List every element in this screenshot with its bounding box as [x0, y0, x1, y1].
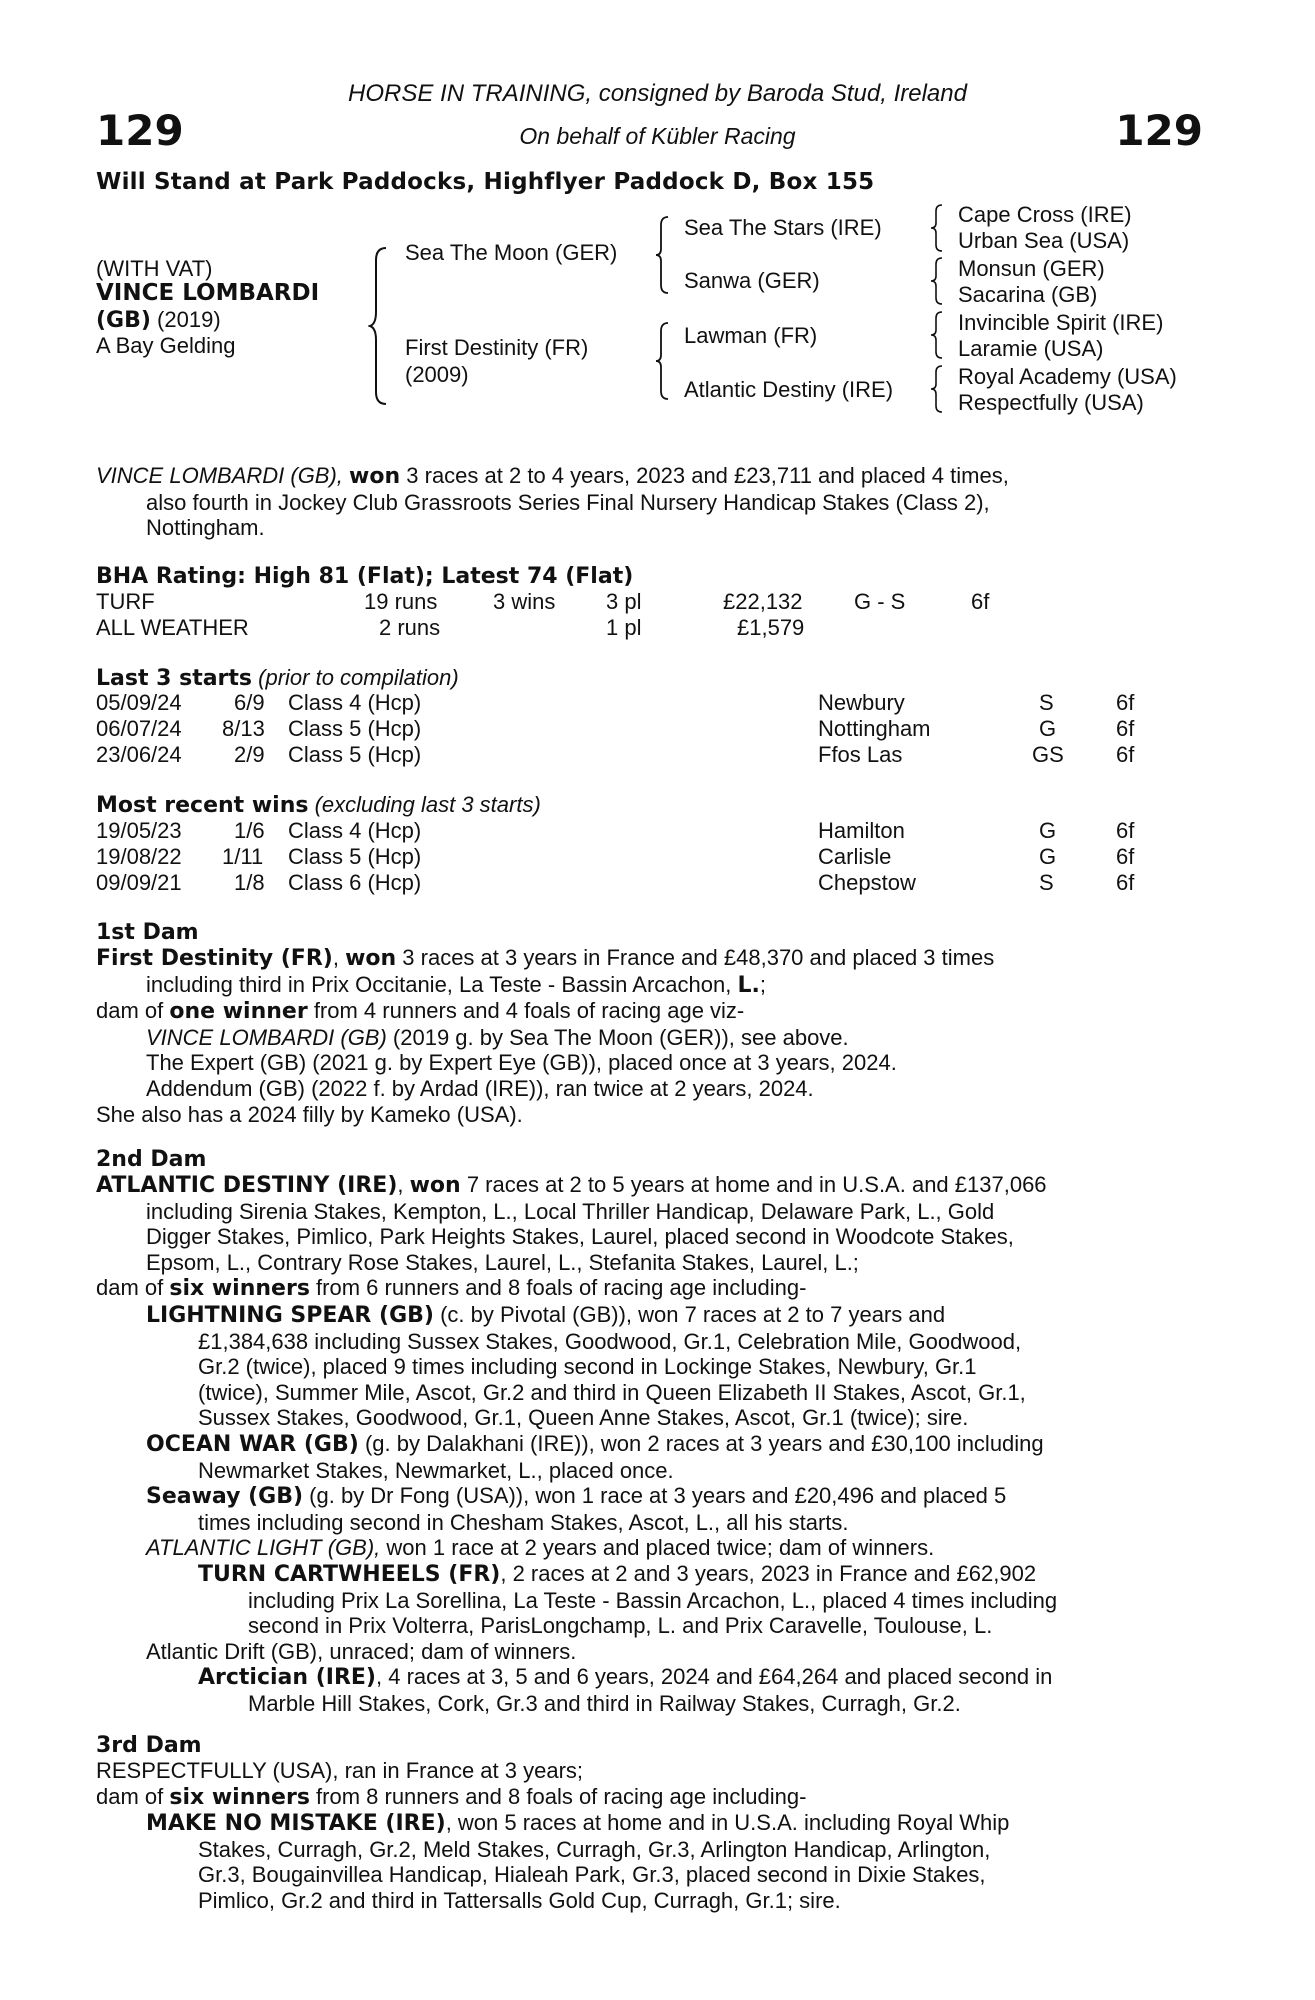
progeny-note: She also has a 2024 filly by Kameko (USA). — [96, 1101, 523, 1127]
horse-year: (2019) — [150, 307, 221, 332]
turn-cartwheels-name: TURN CARTWHEELS (FR) — [198, 1561, 501, 1587]
row-position: 6/9 — [234, 690, 265, 715]
dam1-won: won — [345, 946, 397, 971]
row-distance: 6f — [1116, 716, 1135, 741]
dam1-winners: one winner — [169, 999, 308, 1025]
dam1-name: First Destinity (FR) — [96, 946, 333, 971]
arctician-text-1: , 4 races at 3, 5 and 6 years, 2024 and £64,264 and placed second in — [376, 1664, 1053, 1690]
row-date: 09/09/21 — [96, 870, 182, 895]
row-position: 1/11 — [222, 844, 264, 869]
dam2-text-1: 7 races at 2 to 5 years at home and in U.S.A. and £137,066 — [460, 1172, 1047, 1197]
dam-dam: Atlantic Destiny (IRE) — [684, 377, 894, 402]
last3-row — [96, 690, 1204, 716]
dam-sire: Lawman (FR) — [684, 323, 818, 348]
dam2-winners: six winners — [169, 1276, 310, 1302]
row-going: G — [1039, 818, 1057, 843]
turn-cartwheels-text-2: including Prix La Sorellina, La Teste - Bassin Arcachon, L., placed 4 times including — [248, 1587, 1058, 1613]
dam2-text-5: dam of — [96, 1275, 170, 1301]
summary-text-1: 3 races at 2 to 4 years, 2023 and £23,711 and placed 4 times, — [400, 463, 1009, 488]
last3-row — [96, 742, 1204, 768]
dam3-heading: 3rd Dam — [96, 1733, 202, 1758]
row-class: Class 5 (Hcp) — [288, 716, 422, 741]
row-going: GS — [1032, 742, 1064, 767]
row-position: 1/8 — [234, 870, 265, 895]
row-distance: 6f — [1116, 690, 1135, 715]
lot-number-left: 129 — [96, 106, 184, 155]
rating-runs: 2 runs — [379, 615, 441, 640]
summary-text-3: Nottingham. — [146, 515, 265, 541]
ggs-4: Sacarina (GB) — [958, 282, 1098, 307]
row-date: 19/08/22 — [96, 844, 182, 869]
arctician-name: Arctician (IRE) — [198, 1665, 376, 1691]
dam2-text-3: Digger Stakes, Pimlico, Park Heights Stakes, Laurel, placed second in Woodcote Stakes, — [146, 1224, 1014, 1250]
atlantic-light-text: won 1 race at 2 years and placed twice; dam of winners. — [380, 1535, 935, 1561]
seaway-text-1: (g. by Dr Fong (USA)), won 1 race at 3 years and £20,496 and placed 5 — [303, 1483, 1007, 1509]
seaway-text-2: times including second in Chesham Stakes, Ascot, L., all his starts. — [198, 1509, 849, 1535]
row-position: 1/6 — [234, 818, 265, 843]
row-course: Newbury — [818, 690, 905, 715]
progeny-2: The Expert (GB) (2021 g. by Expert Eye (GB)), placed once at 3 years, 2024. — [146, 1050, 897, 1076]
lightning-spear-text-3: Gr.2 (twice), placed 9 times including second in Lockinge Stakes, Newbury, Gr.1 — [198, 1354, 977, 1380]
ocean-war-text-2: Newmarket Stakes, Newmarket, L., placed once. — [198, 1457, 674, 1483]
horse-country-year — [96, 307, 221, 334]
brace-ds — [930, 310, 944, 360]
dam1-paragraph: First Destinity (FR), won 3 races at 3 years in France and £48,370 and placed 3 times including third in Prix Occitanie, La Teste - Bassin Arcachon, L.; dam of one winner from 4 runners and 4 foals of racing age viz- VINCE LOMBARDI (GB) (2019 g. by Sea The Moon (GER)), see above. The Expert (GB) (2021 g. by Expert Eye (GB)), placed once at 3 years, 2024. Addendum (GB) (2022 f. by Ardad (IRE)), ran twice at 2 years, 2024. She also has a 2024 filly by Kameko (USA). — [96, 945, 1204, 1127]
ggs-2: Urban Sea (USA) — [958, 228, 1130, 253]
row-date: 19/05/23 — [96, 818, 182, 843]
dam1-text-3-end: from 4 runners and 4 foals of racing age viz- — [307, 998, 745, 1024]
rating-pl: 3 pl — [606, 589, 642, 614]
dam2-paragraph: ATLANTIC DESTINY (IRE), won 7 races at 2 to 5 years at home and in U.S.A. and £137,066 including Sirenia Stakes, Kempton, L., Local Thriller Handicap, Delaware Park, L., Gold Digger Stakes, Pimlico, Park Heights Stakes, Laurel, placed second in Woodcote Stakes, Epsom, L., Contrary Rose Stakes, Laurel, L., Stefanita Stakes, Laurel, L.; dam of six winners from 6 runners and 8 foals of racing age including- LIGHTNING SPEAR (GB) (c. by Pivotal (GB)), won 7 races at 2 to 7 years and £1,384,638 including Sussex Stakes, Goodwood, Gr.1, Celebration Mile, Goodwood, Gr.2 (twice), placed 9 times including second in Lockinge Stakes, Newbury, Gr.1 (twice), Summer Mile, Ascot, Gr.2 and third in Queen Elizabeth II Stakes, Ascot, Gr.1, Sussex Stakes, Goodwood, Gr.1, Queen Anne Stakes, Ascot, Gr.1 (twice); sire. OCEAN WAR (GB) (g. by Dalakhani (IRE)), won 2 races at 3 years and £30,100 including Newmarket Stakes, Newmarket, L., placed once. Seaway (GB) (g. by Dr Fong (USA)), won 1 race at 3 years and £20,496 and placed 5 times including second in Chesham Stakes, Ascot, L., all his starts. ATLANTIC LIGHT (GB), won 1 race at 2 years and placed twice; dam of winners. TURN CARTWHEELS (FR), 2 races at 2 and 3 years, 2023 in France and £62,902 including Prix La Sorellina, La Teste - Bassin Arcachon, L., placed 4 times including second in Prix Volterra, ParisLongchamp, L. and Prix Caravelle, Toulouse, L. Atlantic Drift (GB), unraced; dam of winners. Arctician (IRE), 4 races at 3, 5 and 6 years, 2024 and £64,264 and placed second in Marble Hill Stakes, Cork, Gr.3 and third in Railway Stakes, Curragh, Gr.2. — [96, 1172, 1204, 1716]
dam1-text-2-end: ; — [759, 971, 766, 997]
row-class: Class 5 (Hcp) — [288, 742, 422, 767]
make-no-mistake-text-1: , won 5 races at home and in U.S.A. including Royal Whip — [445, 1810, 1010, 1836]
atlantic-light-name: ATLANTIC LIGHT (GB), — [146, 1535, 381, 1561]
ocean-war-text-1: (g. by Dalakhani (IRE)), won 2 races at 3 years and £30,100 including — [358, 1430, 1044, 1456]
summary-text-2: also fourth in Jockey Club Grassroots Series Final Nursery Handicap Stakes (Class 2), — [146, 489, 990, 515]
horse-name: VINCE LOMBARDI — [96, 280, 320, 306]
last3-note: (prior to compilation) — [252, 665, 459, 690]
dam3-text-2: dam of — [96, 1783, 170, 1809]
brace-sd — [930, 256, 944, 306]
dam3-paragraph — [96, 1758, 1204, 1914]
make-no-mistake-name: MAKE NO MISTAKE (IRE) — [146, 1811, 446, 1837]
row-class: Class 4 (Hcp) — [288, 690, 422, 715]
sire-sire: Sea The Stars (IRE) — [684, 215, 882, 240]
dam1-text-2: including third in Prix Occitanie, La Teste - Bassin Arcachon, — [146, 971, 738, 997]
lightning-spear-name: LIGHTNING SPEAR (GB) — [146, 1302, 434, 1328]
atlantic-drift: Atlantic Drift (GB), unraced; dam of winners. — [146, 1638, 577, 1664]
pedigree-brace-large — [368, 246, 390, 406]
last3-row — [96, 716, 1204, 742]
rating-surface: ALL WEATHER — [96, 615, 249, 640]
ggs-3: Monsun (GER) — [958, 256, 1105, 281]
row-distance: 6f — [1116, 818, 1135, 843]
rating-pl: 1 pl — [606, 615, 642, 640]
lightning-spear-text-4: (twice), Summer Mile, Ascot, Gr.2 and third in Queen Elizabeth II Stakes, Ascot, Gr.1, — [198, 1379, 1026, 1405]
header-line-1: HORSE IN TRAINING, consigned by Baroda Stud, Ireland — [348, 80, 967, 107]
arctician-text-2: Marble Hill Stakes, Cork, Gr.3 and third in Railway Stakes, Curragh, Gr.2. — [248, 1690, 961, 1716]
wins-heading: Most recent wins — [96, 793, 309, 818]
dam-brace — [654, 321, 670, 401]
summary-paragraph — [96, 463, 1204, 541]
summary-won: won — [349, 464, 401, 489]
dam3-text-2-end: from 8 runners and 8 foals of racing age including- — [309, 1783, 807, 1809]
make-no-mistake-text-2: Stakes, Curragh, Gr.2, Meld Stakes, Curragh, Gr.3, Arlington Handicap, Arlington, — [198, 1836, 991, 1862]
row-distance: 6f — [1116, 742, 1135, 767]
sire-dam: Sanwa (GER) — [684, 268, 820, 293]
wins-row — [96, 844, 1204, 870]
dam1-heading: 1st Dam — [96, 920, 199, 945]
progeny-1-text: (2019 g. by Sea The Moon (GER)), see above. — [386, 1024, 849, 1050]
row-course: Ffos Las — [818, 742, 903, 767]
brace-dd — [930, 364, 944, 414]
progeny-3: Addendum (GB) (2022 f. by Ardad (IRE)), ran twice at 2 years, 2024. — [146, 1075, 814, 1101]
ggs-6: Laramie (USA) — [958, 336, 1104, 361]
dam3-winners: six winners — [169, 1784, 310, 1810]
row-going: G — [1039, 844, 1057, 869]
seaway-name: Seaway (GB) — [146, 1484, 304, 1510]
wins-row — [96, 818, 1204, 844]
row-course: Hamilton — [818, 818, 905, 843]
wins-heading-line — [96, 792, 541, 819]
rating-heading: BHA Rating: High 81 (Flat); Latest 74 (Flat) — [96, 564, 634, 589]
row-class: Class 5 (Hcp) — [288, 844, 422, 869]
rating-row — [96, 589, 1204, 615]
lot-number-right: 129 — [1115, 106, 1203, 155]
row-date: 05/09/24 — [96, 690, 182, 715]
row-class: Class 6 (Hcp) — [288, 870, 422, 895]
dam2-heading: 2nd Dam — [96, 1147, 207, 1172]
row-date: 23/06/24 — [96, 742, 182, 767]
dam-name: First Destinity (FR) — [405, 335, 589, 360]
row-date: 06/07/24 — [96, 716, 182, 741]
rating-wins: 3 wins — [493, 589, 556, 614]
dam1-text-3: dam of — [96, 998, 170, 1024]
ggs-5: Invincible Spirit (IRE) — [958, 310, 1164, 335]
lightning-spear-text-5: Sussex Stakes, Goodwood, Gr.1, Queen Anne Stakes, Ascot, Gr.1 (twice); sire. — [198, 1405, 969, 1431]
header-line-2: On behalf of Kübler Racing — [519, 123, 796, 149]
dam2-name: ATLANTIC DESTINY (IRE) — [96, 1173, 398, 1198]
ocean-war-name: OCEAN WAR (GB) — [146, 1431, 359, 1457]
row-position: 8/13 — [222, 716, 265, 741]
vat-label: (WITH VAT) — [96, 256, 213, 281]
dam-year: (2009) — [405, 362, 469, 387]
lightning-spear-text-1: (c. by Pivotal (GB)), won 7 races at 2 to 7 years and — [433, 1301, 946, 1327]
progeny-1-name: VINCE LOMBARDI (GB) — [146, 1024, 387, 1050]
dam3-text-1: RESPECTFULLY (USA), ran in France at 3 years; — [96, 1758, 584, 1783]
wins-note: (excluding last 3 starts) — [308, 792, 541, 817]
row-position: 2/9 — [234, 742, 265, 767]
sire-name: Sea The Moon (GER) — [405, 240, 618, 265]
wins-row — [96, 870, 1204, 896]
dam1-text-1: 3 races at 3 years in France and £48,370 and placed 3 times — [396, 945, 995, 970]
horse-country: (GB) — [96, 308, 151, 333]
row-distance: 6f — [1116, 844, 1135, 869]
row-going: G — [1039, 716, 1057, 741]
row-course: Carlisle — [818, 844, 892, 869]
row-course: Chepstow — [818, 870, 916, 895]
horse-description: A Bay Gelding — [96, 333, 236, 358]
venue-line: Will Stand at Park Paddocks, Highflyer Paddock D, Box 155 — [96, 169, 875, 195]
last3-heading: Last 3 starts — [96, 666, 253, 691]
dam2-text-4: Epsom, L., Contrary Rose Stakes, Laurel, L., Stefanita Stakes, Laurel, L.; — [146, 1249, 859, 1275]
rating-runs: 19 runs — [364, 589, 438, 614]
row-distance: 6f — [1116, 870, 1135, 895]
rating-money: £22,132 — [723, 589, 803, 614]
rating-money: £1,579 — [737, 615, 805, 640]
row-going: S — [1039, 870, 1054, 895]
ggs-8: Respectfully (USA) — [958, 390, 1144, 415]
ggs-1: Cape Cross (IRE) — [958, 202, 1132, 227]
rating-going: G - S — [854, 589, 906, 614]
brace-ss — [930, 203, 944, 253]
summary-horse-name: VINCE LOMBARDI (GB), — [96, 463, 343, 488]
rating-surface: TURF — [96, 589, 155, 614]
row-course: Nottingham — [818, 716, 931, 741]
sire-brace — [654, 215, 670, 295]
dam1-listed: L. — [737, 972, 760, 998]
make-no-mistake-text-3: Gr.3, Bougainvillea Handicap, Hialeah Park, Gr.3, placed second in Dixie Stakes, — [198, 1862, 986, 1888]
ggs-7: Royal Academy (USA) — [958, 364, 1177, 389]
row-going: S — [1039, 690, 1054, 715]
dam2-text-5-end: from 6 runners and 8 foals of racing age including- — [309, 1275, 807, 1301]
rating-dist: 6f — [971, 589, 990, 614]
turn-cartwheels-text-1: , 2 races at 2 and 3 years, 2023 in France and £62,902 — [500, 1560, 1037, 1586]
dam2-won: won — [409, 1173, 461, 1198]
turn-cartwheels-text-3: second in Prix Volterra, ParisLongchamp, L. and Prix Caravelle, Toulouse, L. — [248, 1613, 993, 1639]
lightning-spear-text-2: £1,384,638 including Sussex Stakes, Goodwood, Gr.1, Celebration Mile, Goodwood, — [198, 1328, 1022, 1354]
last3-heading-line — [96, 665, 459, 692]
make-no-mistake-text-4: Pimlico, Gr.2 and third in Tattersalls Gold Cup, Curragh, Gr.1; sire. — [198, 1887, 841, 1913]
row-class: Class 4 (Hcp) — [288, 818, 422, 843]
dam2-text-2: including Sirenia Stakes, Kempton, L., Local Thriller Handicap, Delaware Park, L., Gold — [146, 1198, 995, 1224]
rating-row — [96, 615, 1204, 641]
